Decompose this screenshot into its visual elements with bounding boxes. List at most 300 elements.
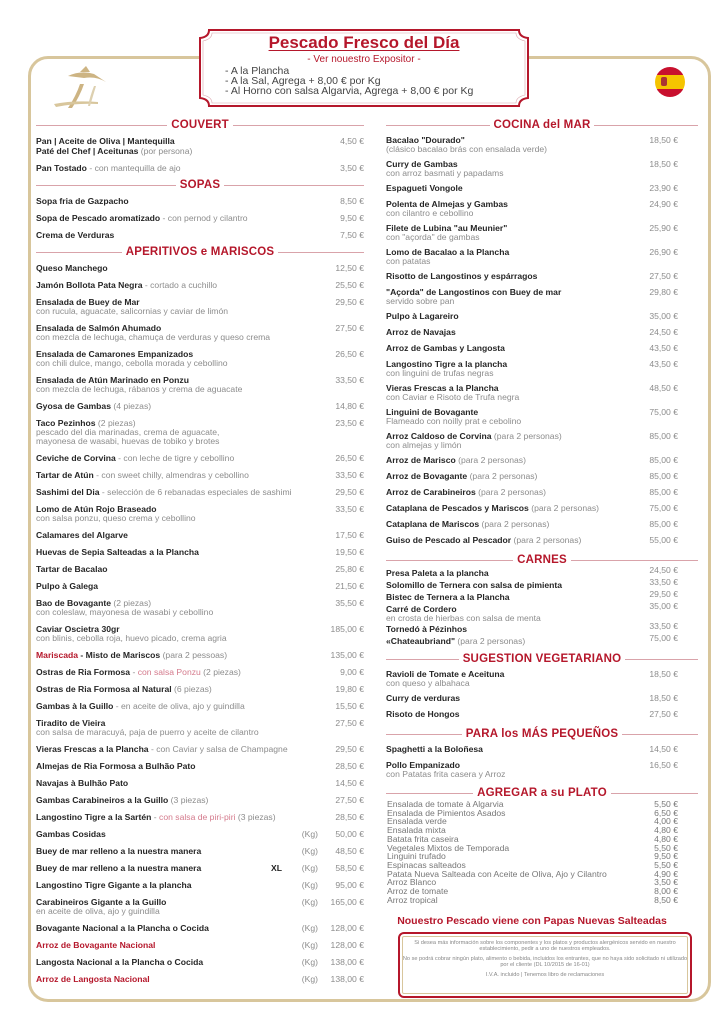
item-price: 7,50 € [340,229,364,240]
item-description: - [130,666,138,677]
item-price: 35,00 € [649,311,678,321]
item-description: con blinis, cebolla roja, huevo picado, crema agria [36,632,227,643]
item-description: - con mantequilla de ajo [86,162,181,173]
item-description: con cilantro e cebollino [386,208,474,218]
item-name: Huevas de Sepia Salteadas a la Plancha [36,546,199,557]
menu-item [36,876,364,893]
item-price: 4,50 € [340,135,364,146]
item-price: 19,50 € [335,546,364,557]
item-description: con salsa de maracuyá, paja de puerro y aceite de cilantro [36,726,259,737]
item-price: 50,00 € [335,828,364,839]
item-price: 85,00 € [649,487,678,497]
item-description: - con sweet chilly, almendras y cebollino [93,469,249,480]
item-name: Carabineiros Gigante a la Guillo [36,896,167,907]
item-price: 28,50 € [335,760,364,771]
menu-item [36,893,364,919]
side-dish-name: Batata frita caseira [387,833,459,844]
item-price: 18,50 € [649,135,678,145]
item-name: Arroz de Bovagante [386,471,468,481]
item-description: - selección de 6 rebanadas especiales de sashimi [99,486,292,497]
menu-item [386,308,698,324]
item-note: (3 piezas) [168,794,209,805]
item-name: Gambas Carabineiros a la Guillo [36,794,169,805]
menu-item [36,594,364,620]
section-title: SOPAS [179,179,221,191]
menu-section [36,120,364,176]
item-line [36,418,364,428]
item-price: 18,50 € [649,669,678,679]
item-name: Sashimi del Dia [36,486,100,497]
side-dish [386,896,698,905]
item-name: Cataplana de Pescados y Mariscos [386,503,529,513]
item-name: Ostras de Ria Formosa al Natural [36,683,172,694]
item-price: 26,50 € [335,348,364,359]
item-description: con mezcla de lechuga, chamuça de verduras y queso crema [36,331,271,342]
item-line [36,263,364,273]
section-title: CARNES [517,554,567,566]
section-title: AGREGAR a su PLATO [477,787,607,799]
item-price: 55,00 € [649,535,678,545]
menu-item [386,356,698,380]
item-note: (6 piezas) [171,683,212,694]
item-price: 33,50 € [335,469,364,480]
item-name: Bovagante Nacional a la Plancha o Cocida [36,922,209,933]
item-name: Arroz de Gambas y Langosta [386,343,505,353]
section-header [36,247,364,257]
item-price: 75,00 € [649,633,678,643]
menu-item [386,244,698,268]
side-dish-name: Espinacas salteados [387,859,466,870]
item-price: 24,50 € [649,565,678,575]
side-dish-price: 3,50 € [654,877,678,888]
section-title: COUVERT [171,119,229,131]
charging-policy: No se podrá cobrar ningún plato, alimento o bebida, incluidos los entrantes, que no haya sido solicitado ni utilizado por el cliente (DL 10/2015 de 16-01) [402,955,688,969]
item-name: Bistec de Ternera a la Plancha [386,592,510,602]
item-name: Bao de Bovagante [36,597,111,608]
menu-item [36,159,364,176]
side-dish-name: Ensalada de tomate à Algarvia [387,799,504,809]
menu-item [36,449,364,466]
item-name: Espagueti Vongole [386,183,463,193]
section-header [386,729,698,739]
item-name: Pan | Aceite de Oliva | Mantequilla [36,135,175,146]
restaurant-logo [46,62,126,119]
item-description: - con Caviar y salsa de Champagne [148,743,288,754]
side-dish-name: Ensalada de Pimientos Asados [387,807,506,818]
menu-item [386,428,698,452]
item-price: 24,50 € [649,327,678,337]
item-name: - Misto de Mariscos [78,649,161,660]
menu-item [36,209,364,226]
item-line [36,196,364,206]
item-description: en aceite de oliva, ajo y guindilla [36,905,160,916]
menu-item [386,603,698,623]
item-name: Pulpo à Galega [36,580,99,591]
item-description: en crosta de hierbas con salsa de menta [386,613,541,623]
item-price: 27,50 € [649,709,678,719]
section-header [386,788,698,798]
vat-info: I.V.A. incluido | Tenemos libro de reclamaciones [485,971,605,978]
item-price: 135,00 € [330,649,364,660]
item-name: Lomo de Atún Rojo Braseado [36,503,157,514]
item-price: 9,50 € [340,212,364,223]
left-column [36,120,364,987]
item-name: Caviar Oscietra 30gr [36,623,120,634]
menu-section [386,555,698,647]
item-note: (2 piezas) [110,597,152,608]
item-name: Sopa fria de Gazpacho [36,195,129,206]
item-price: 185,00 € [330,623,364,634]
menu-item [36,276,364,293]
item-name: Spaghetti a la Boloñesa [386,744,483,754]
item-description: - en aceite de oliva, ajo y guindilla [113,700,245,711]
item-price: 85,00 € [649,431,678,441]
menu-item [36,740,364,757]
menu-item [386,666,698,690]
item-name: Pollo Empanizado [386,760,461,770]
item-line [36,470,364,480]
item-price: 138,00 € [330,956,364,967]
item-line [36,504,364,514]
menu-item [386,484,698,500]
menu-item [36,970,364,987]
item-note: (4 piezas) [111,400,152,411]
section-header [386,120,698,130]
menu-item [386,220,698,244]
side-dish-price: 5,50 € [654,842,678,853]
menu-item [36,757,364,774]
item-price: 27,50 € [649,271,678,281]
side-dish-price: 8,50 € [654,894,678,905]
menu-item [36,319,364,345]
item-name: Gambas Cosidas [36,828,106,839]
item-price: 26,50 € [335,452,364,463]
side-dish-name: Arroz Blanco [387,877,437,888]
item-price: 138,00 € [330,973,364,984]
item-price: 95,00 € [335,879,364,890]
option: - A la Sal, Agrega + 8,00 € por Kg [225,75,381,87]
item-price: 17,50 € [335,529,364,540]
menu-item [36,859,364,876]
item-line [36,547,364,557]
item-name-highlight: Arroz de Bovagante Nacional [36,939,156,950]
item-name: Curry de verduras [386,693,461,703]
item-name: Arroz de Navajas [386,327,456,337]
menu-item [386,284,698,308]
menu-item [36,543,364,560]
menu-item [36,397,364,414]
item-name: Arroz Caldoso de Corvina [386,431,492,441]
unit-label: (Kg) [301,879,318,890]
item-name: Tiradito de Vieira [36,717,106,728]
item-price: 33,50 € [649,577,678,587]
unit-label: (Kg) [301,956,318,967]
menu-item [386,156,698,180]
item-note: (para 2 personas) [455,455,526,465]
menu-item [36,483,364,500]
item-name: Presa Paleta a la plancha [386,568,489,578]
daily-fish-subtitle: - Ver nouestro Expositor - [307,54,421,65]
item-description: con Patatas frita casera y Arroz [386,769,506,779]
item-price: 48,50 € [335,845,364,856]
item-description: - [151,811,160,822]
item-name: Ceviche de Corvina [36,452,116,463]
item-note: (3 piezas) [235,811,276,822]
item-name: Vieras Frescas a la Plancha [36,743,149,754]
item-name: Arroz de Marisco [386,455,456,465]
item-name: Ensalada de Atún Marinado en Ponzu [36,374,189,385]
item-name: Sopa de Pescado aromatizado [36,212,161,223]
spanish-flag-icon[interactable] [655,67,685,97]
item-description: mayonesa de wasabi, huevas de tobiko y brotes [36,435,220,446]
item-price: 15,50 € [335,700,364,711]
menu-item [386,741,698,757]
allergen-info: Si desea más información sobre los componentes y los platos y productos alergénicos servido en nuestro establecimiento, pedir a uno de nuestros empleados. [414,940,676,953]
side-dish-price: 4,00 € [654,816,678,827]
item-name: Pan Tostado [36,162,87,173]
item-name: Pulpo à Lagareiro [386,311,459,321]
menu-item [386,690,698,706]
menu-section [386,729,698,781]
item-price: 14,50 € [649,744,678,754]
item-name: Ostras de Ria Formosa [36,666,131,677]
item-line [36,297,364,307]
item-price: 75,00 € [649,407,678,417]
item-price: 21,50 € [335,580,364,591]
menu-item [386,706,698,722]
item-line [36,453,364,463]
menu-item [386,180,698,196]
option: - A la Plancha [225,65,290,77]
item-price: 35,50 € [335,597,364,608]
menu-section [36,180,364,243]
item-name: Gyosa de Gambas [36,400,111,411]
item-name: Taco Pezinhos [36,417,96,428]
item-price: 128,00 € [330,922,364,933]
item-name: Risotto de Langostinos y espárragos [386,271,538,281]
item-name: Tornedó à Pézinhos [386,624,468,634]
unit-label: (Kg) [301,862,318,873]
daily-fish-box [199,29,529,107]
item-price: 35,00 € [649,601,678,611]
item-line [36,650,364,660]
item-sauce: con salsa de piri-piri [159,811,236,822]
item-name: Arroz de Carabineiros [386,487,476,497]
item-price: 29,80 € [649,287,678,297]
item-price: 33,50 € [335,503,364,514]
item-line [36,163,364,173]
item-price: 19,80 € [335,683,364,694]
item-price: 24,90 € [649,199,678,209]
item-name: Ensalada de Camarones Empanizados [36,348,194,359]
item-price: 16,50 € [649,760,678,770]
menu-item [386,196,698,220]
item-description: - con pernod y cilantro [160,212,248,223]
menu-item [36,414,364,449]
item-name: "Açorda" de Langostinos con Buey de mar [386,287,562,297]
menu-item [36,620,364,646]
menu-item [36,825,364,842]
menu-item [386,516,698,532]
side-dish-name: Patata Nueva Salteada con Aceite de Oliva, Ajo y Cilantro [387,868,607,879]
section-title: APERITIVOS e MARISCOS [125,246,275,258]
item-line [36,530,364,540]
item-price: 25,50 € [335,279,364,290]
item-name: Bacalao "Dourado" [386,135,465,145]
side-dish-price: 5,50 € [654,799,678,809]
menu-section [386,654,698,722]
side-dish-name: Vegetales Mixtos de Temporada [387,842,510,853]
item-price: 29,50 € [335,743,364,754]
item-name: Langosta Nacional a la Plancha o Cocida [36,956,204,967]
item-line [36,795,364,805]
unit-label: (Kg) [301,939,318,950]
item-line [36,230,364,240]
item-line [36,718,364,728]
item-note: (para 2 personas) [455,636,526,646]
menu-item [36,936,364,953]
menu-item [36,226,364,243]
item-price: 27,50 € [335,717,364,728]
item-name: Ravioli de Tomate e Aceituna [386,669,505,679]
menu-item [36,808,364,825]
item-name: Buey de mar relleno a la nuestra manera [36,845,202,856]
side-dish-price: 8,00 € [654,886,678,897]
item-line [36,213,364,223]
item-line [36,146,364,156]
item-description: con coleslaw, mayonesa de wasabi y cebollino [36,606,214,617]
item-note: (2 piezas) [200,666,241,677]
item-price: 8,50 € [340,195,364,206]
menu-item [36,132,364,159]
unit-label: (Kg) [301,845,318,856]
item-price: 29,50 € [335,296,364,307]
item-price: 26,90 € [649,247,678,257]
menu-item [36,774,364,791]
item-name: Langostino Tigre a la Sartén [36,811,152,822]
preparation-options [225,66,473,96]
item-note: (para 2 personas) [467,471,538,481]
item-price: 43,50 € [649,343,678,353]
item-note: (para 2 personas) [491,431,562,441]
item-description: con almejas y limón [386,440,462,450]
item-line [36,624,364,634]
daily-fish-title: Pescado Fresco del Día [268,33,460,52]
menu-item [36,953,364,970]
item-name: Paté del Chef | Aceitunas [36,145,139,156]
item-description: con queso y albahaca [386,678,470,688]
item-price: 25,80 € [335,563,364,574]
item-name: Carré de Cordero [386,604,457,614]
section-title: PARA los MÁS PEQUEÑOS [465,728,619,740]
menu-item [386,635,698,647]
side-dish-name: Arroz de tomate [387,886,449,897]
item-description: (clásico bacalao brás con ensalada verde) [386,144,547,154]
menu-item [36,192,364,209]
menu-section [386,788,698,904]
menu-item [36,526,364,543]
item-price: 48,50 € [649,383,678,393]
item-line [36,487,364,497]
item-line [36,598,364,608]
side-dish-name: Ensalada mixta [387,825,446,836]
item-line [36,564,364,574]
menu-item [386,500,698,516]
menu-item [386,268,698,284]
item-price: 12,50 € [335,262,364,273]
menu-item [386,468,698,484]
item-name: Langostino Tigre Gigante a la plancha [36,879,192,890]
item-description: con patatas [386,256,431,266]
item-line [36,667,364,677]
unit-label: (Kg) [301,896,318,907]
item-description: Flameado con noilly prat e cebolino [386,416,522,426]
menu-item [36,791,364,808]
size-label: XL [271,862,282,873]
item-price: 43,50 € [649,359,678,369]
side-dish-price: 4,80 € [654,825,678,836]
option: - Al Horno con salsa Algarvia, Agrega + 8,00 € por Kg [225,85,474,97]
side-dish-name: Linguini trufado [387,851,446,862]
item-name: Ensalada de Buey de Mar [36,296,140,307]
item-line [36,684,364,694]
menu-item [36,842,364,859]
item-price: 85,00 € [649,455,678,465]
item-line [36,701,364,711]
item-name: Tartar de Bacalao [36,563,108,574]
side-dish-list [386,800,698,904]
side-dish-price: 6,50 € [654,807,678,818]
item-name: Filete de Lubina "au Meunier" [386,223,508,233]
fish-side-note: Nouestro Pescado viene con Papas Nuevas Salteadas [397,915,667,927]
item-note: (2 piezas) [95,417,136,428]
menu-item [36,293,364,319]
item-name-highlight: Mariscada [36,649,79,660]
item-price: 23,50 € [335,417,364,428]
item-note: (para 2 personas) [511,535,582,545]
item-note: (por persona) [138,145,193,156]
menu-item [386,340,698,356]
menu-item [36,714,364,740]
item-description: con arroz basmati y papadams [386,168,504,178]
item-description: - con leche de tigre y cebollino [115,452,235,463]
item-description: con linguini de trufas negras [386,368,494,378]
side-dish-price: 4,90 € [654,868,678,879]
side-dish-name: Ensalada verde [387,816,447,827]
item-description: pescado del dia marinadas, crema de aguacate, [36,426,220,437]
item-name: Buey de mar relleno a la nuestra manera [36,862,202,873]
item-note: (para 2 personas) [475,487,546,497]
item-price: 3,50 € [340,162,364,173]
item-line [36,375,364,385]
item-name: Crema de Verduras [36,229,115,240]
menu-section [36,247,364,987]
item-description: con "açorda" de gambas [386,232,480,242]
item-name: Langostino Tigre a la plancha [386,359,508,369]
menu-item [36,577,364,594]
item-name: Calamares del Algarve [36,529,128,540]
menu-item [386,404,698,428]
item-price: 9,00 € [340,666,364,677]
item-note: (para 2 personas) [479,519,550,529]
item-price: 33,50 € [335,374,364,385]
item-price: 75,00 € [649,503,678,513]
item-line [36,280,364,290]
menu-item [386,380,698,404]
item-description: - cortado a cuchillo [142,279,218,290]
item-price: 18,50 € [649,693,678,703]
section-header [386,654,698,664]
